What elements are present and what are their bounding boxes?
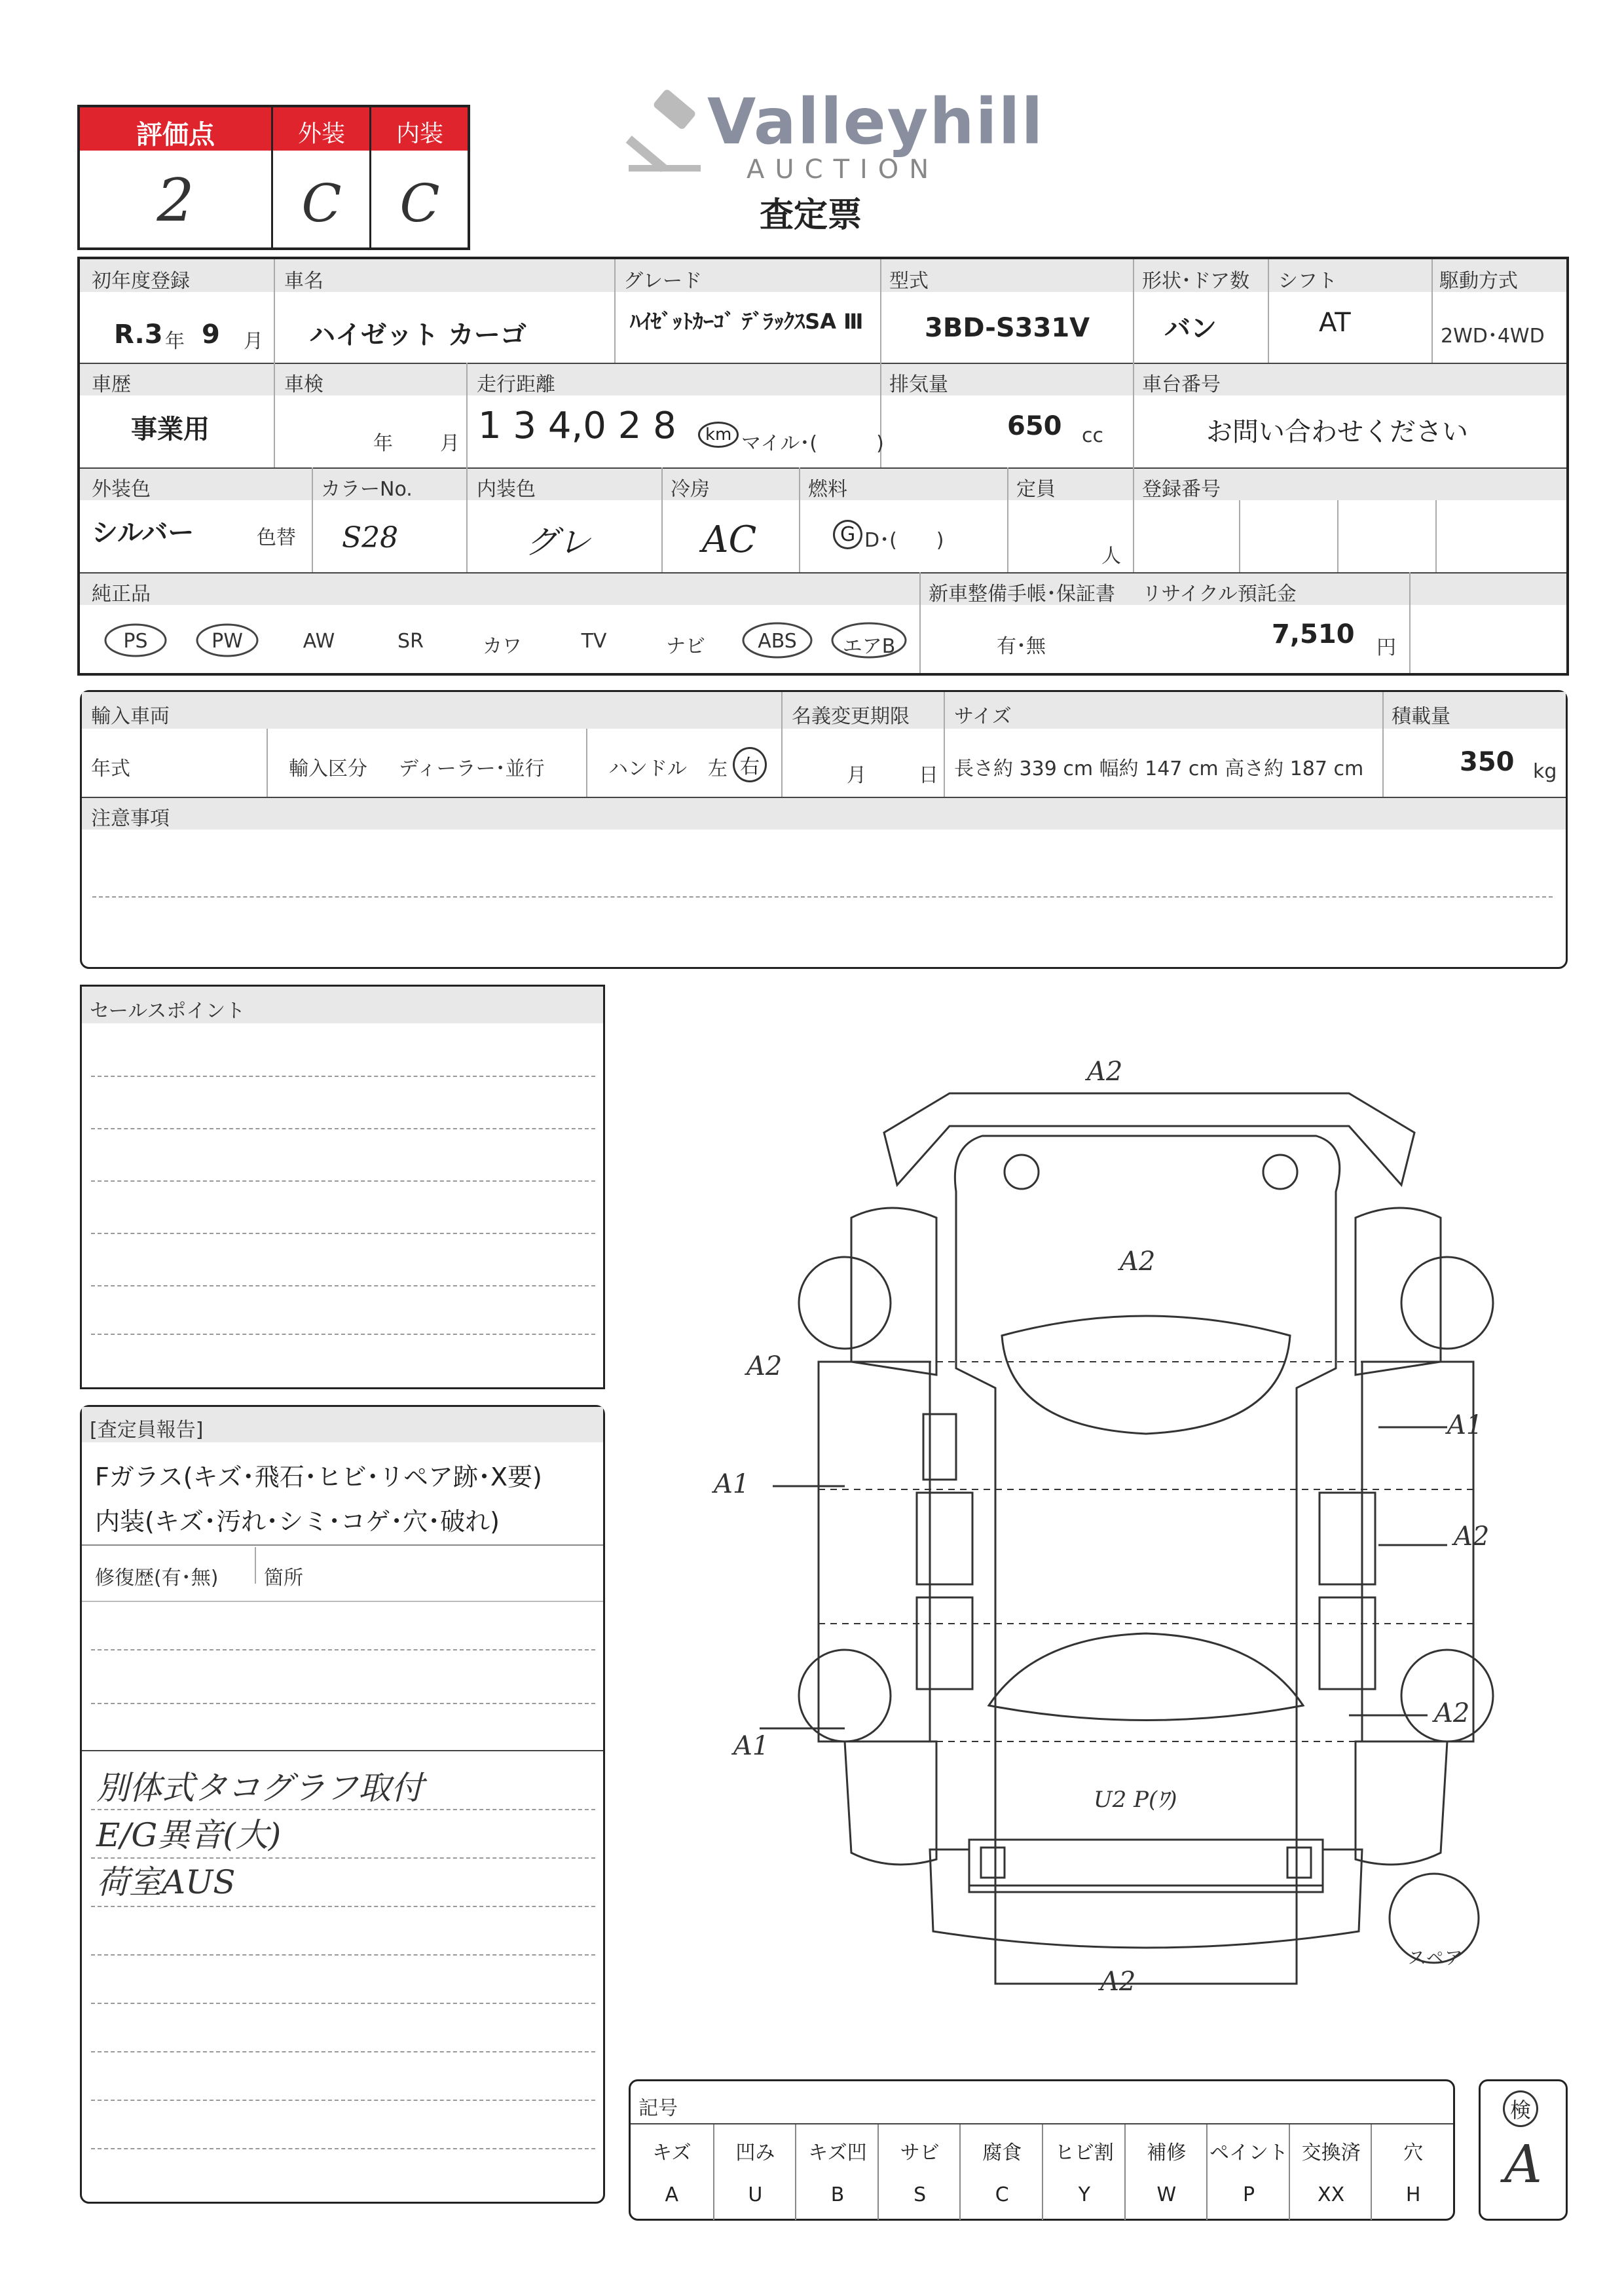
inspector-report: [80, 1405, 605, 2204]
check-label: 検: [1503, 2090, 1538, 2127]
mileage-value: 1 3 4,0 2 8: [478, 405, 676, 447]
km-unit-circled: [698, 422, 739, 448]
sales-title: セールスポイント: [90, 1000, 246, 1023]
rear-bumper: [884, 1093, 1414, 1185]
size-text: 長さ約 339 cm 幅約 147 cm 高さ約 187 cm: [954, 757, 1364, 780]
chassis-label: 車台番号: [1142, 373, 1221, 396]
legend-code: S: [913, 2183, 927, 2206]
int-color-value: グレ: [525, 523, 591, 561]
displacement-unit: cc: [1082, 424, 1103, 447]
legend-name: 腐食: [982, 2141, 1022, 2164]
mark-left-rear: A2: [747, 1351, 783, 1381]
recycle-unit: 円: [1376, 636, 1396, 659]
note-engine-noise: E/G異音(大): [96, 1816, 282, 1854]
circle-airbag: [832, 623, 906, 657]
option-ps: PS: [123, 630, 148, 653]
recycle-value: 7,510: [1272, 619, 1355, 649]
check-label-circled: [1503, 2090, 1538, 2127]
ext-color-value: シルバー: [92, 518, 194, 548]
front-grille: [969, 1840, 1323, 1886]
gavel-icon: [629, 92, 714, 179]
capacity-unit: 人: [1101, 545, 1121, 568]
legend-code: Y: [1078, 2183, 1090, 2206]
notes-label: 注意事項: [91, 807, 170, 830]
inspection-month: 月: [440, 432, 460, 455]
import-title: 輸入車両: [91, 705, 170, 728]
name-change-day: 日: [919, 764, 938, 787]
color-no-label: カラーNo.: [321, 478, 413, 501]
legend-column: [631, 2124, 713, 2220]
interior-line: 内装(キズ･汚れ･シミ･コゲ･穴･破れ): [95, 1507, 500, 1536]
capacity-label: 定員: [1016, 478, 1056, 501]
name-change-label: 名義変更期限: [792, 705, 910, 728]
mark-right-rear: A1: [1447, 1410, 1483, 1440]
left-rear-fender: [851, 1208, 936, 1375]
import-year-label: 年式: [91, 757, 130, 780]
mark-right-front: A2: [1434, 1698, 1470, 1728]
car-diagram: [714, 1021, 1604, 2030]
rear-light-right: [1263, 1155, 1297, 1189]
car-name: ハイゼット カーゴ: [309, 320, 526, 350]
mark-left-door: A1: [714, 1469, 750, 1499]
name-label: 車名: [284, 270, 323, 293]
fuel-gas: G: [833, 520, 862, 549]
shift-label: シフト: [1278, 270, 1337, 293]
mark-rear: A2: [1087, 1057, 1123, 1087]
exterior-value: C: [301, 173, 342, 234]
record-label: 新車整備手帳･保証書: [929, 583, 1115, 606]
load-unit: kg: [1533, 760, 1557, 783]
circle-abs: [743, 623, 811, 657]
check-box: [1479, 2079, 1568, 2221]
displacement-label: 排気量: [889, 373, 948, 396]
windshield: [989, 1633, 1303, 1721]
option-tv: TV: [581, 630, 607, 653]
right-window-front: [1320, 1597, 1375, 1689]
legend-name: 補修: [1147, 2141, 1187, 2164]
legend-code: B: [830, 2183, 845, 2206]
legend-name: キズ: [652, 2141, 692, 2164]
logo-sub: AUCTION: [747, 155, 940, 185]
sales-points: [80, 985, 605, 1389]
note-cargo: 荷室AUS: [96, 1863, 236, 1901]
ac-value: AC: [702, 519, 757, 561]
fuel-gas-circled: [833, 520, 862, 549]
model-label: 型式: [889, 270, 929, 293]
legend-name: 交換済: [1301, 2141, 1361, 2164]
record-value: 有･無: [997, 635, 1046, 658]
history-value: 事業用: [131, 414, 210, 445]
legend-name: キズ凹: [808, 2141, 867, 2164]
option-circles: [80, 613, 918, 672]
rear-light-left: [1005, 1155, 1039, 1189]
legend-code: P: [1242, 2183, 1255, 2206]
check-value: A: [1504, 2134, 1542, 2195]
mark-left-front: A1: [733, 1731, 769, 1761]
score-label: 評価点: [136, 120, 215, 150]
fuel-label: 燃料: [808, 478, 847, 501]
option-pw: PW: [212, 630, 243, 653]
left-window-front: [917, 1597, 972, 1689]
legend-code: XX: [1318, 2183, 1345, 2206]
int-color-label: 内装色: [477, 478, 536, 501]
right-rear-fender: [1356, 1208, 1441, 1375]
legend-code: U: [748, 2183, 763, 2206]
chassis-value: お問い合わせください: [1206, 417, 1468, 447]
grade-label: グレード: [623, 270, 702, 293]
km-unit: km: [698, 422, 739, 448]
history-label: 車歴: [92, 373, 131, 396]
repair-label: 修復歴(有･無): [95, 1567, 219, 1590]
handle-right: 右: [733, 747, 767, 782]
inspection-year: 年: [373, 432, 393, 455]
repaint-label: 色替: [257, 526, 296, 549]
option-airbag: エアB: [842, 635, 896, 658]
ac-label: 冷房: [671, 478, 710, 501]
option-aw: AW: [303, 630, 335, 653]
legend-column: [1042, 2124, 1126, 2220]
spare-label: スペア: [1408, 1947, 1464, 1969]
legend-name: サビ: [900, 2141, 940, 2164]
name-change-month: 月: [847, 764, 866, 787]
import-block: [80, 690, 1568, 969]
legend-table: [629, 2079, 1455, 2221]
legend-code: H: [1405, 2183, 1421, 2206]
regno-label: 登録番号: [1142, 478, 1221, 501]
circle-ps: [105, 625, 166, 656]
legend-column: [959, 2124, 1043, 2220]
legend-column: [877, 2124, 961, 2220]
right-rear-wheel: [1401, 1257, 1493, 1349]
grade-value: ﾊｲｾﾞｯﾄｶｰｺﾞ ﾃﾞﾗｯｸｽSA Ⅲ: [630, 309, 864, 334]
handle-left: 左: [708, 757, 728, 780]
mark-hood: U2 P(ﾜ): [1094, 1787, 1177, 1813]
fuel-rest: D･( ): [864, 529, 944, 552]
drive-value: 2WD･4WD: [1441, 325, 1545, 348]
legend-column: [713, 2124, 797, 2220]
legend-code: A: [665, 2183, 679, 2206]
logo-brand: Valleyhill: [707, 85, 1044, 158]
first-reg-era: R.3: [114, 319, 163, 350]
first-reg-month-unit: 月: [244, 330, 263, 353]
circle-pw: [197, 625, 257, 656]
inspection-label: 車検: [284, 373, 323, 396]
genuine-label: 純正品: [92, 583, 151, 606]
note-tachograph: 別体式タコグラフ取付: [96, 1769, 424, 1807]
import-kind: ディーラー･並行: [399, 757, 545, 780]
legend-name: ペイント: [1209, 2141, 1288, 2164]
glass-line: Fガラス(キズ･飛石･ヒビ･リペア跡･X要): [95, 1463, 542, 1491]
option-abs: ABS: [758, 630, 797, 653]
inspector-title: [査定員報告]: [90, 1419, 204, 1442]
mile-unit: マイル･( ): [741, 432, 884, 455]
displacement-value: 650: [1007, 411, 1062, 441]
vehicle-info-table: [77, 257, 1569, 676]
legend-column: [1124, 2124, 1208, 2220]
legend-column: [1289, 2124, 1373, 2220]
score-value: 2: [157, 166, 194, 235]
exterior-label: 外装: [297, 120, 345, 147]
shift-value: AT: [1319, 308, 1351, 338]
first-reg-year-unit: 年: [165, 330, 185, 353]
drive-label: 駆動方式: [1439, 270, 1518, 293]
option-leather: カワ: [483, 635, 522, 658]
size-label: サイズ: [954, 705, 1012, 728]
import-kind-label: 輸入区分: [289, 757, 367, 780]
color-no-value: S28: [342, 521, 399, 555]
legend-name: ヒビ割: [1054, 2141, 1114, 2164]
legend-code: C: [995, 2183, 1009, 2206]
interior-label: 内装: [396, 120, 443, 147]
left-rear-wheel: [799, 1257, 891, 1349]
legend-column: [1206, 2124, 1290, 2220]
mileage-label: 走行距離: [477, 373, 555, 396]
load-label: 積載量: [1392, 705, 1450, 728]
mark-roof: A2: [1120, 1247, 1156, 1277]
option-sr: SR: [397, 630, 424, 653]
legend-name: 凹み: [735, 2141, 775, 2164]
left-door-window: [917, 1493, 972, 1584]
legend-column: [795, 2124, 879, 2220]
handle-right-circled: [733, 747, 767, 782]
legend-title: 記号: [638, 2097, 678, 2120]
right-door-window: [1320, 1493, 1375, 1584]
shape-value: バン: [1164, 314, 1217, 344]
option-navi: ナビ: [666, 635, 705, 658]
legend-column: [1371, 2124, 1454, 2220]
load-value: 350: [1460, 747, 1515, 777]
left-window-rear: [923, 1414, 956, 1480]
legend-code: W: [1156, 2183, 1177, 2206]
legend-name: 穴: [1403, 2141, 1424, 2164]
interior-value: C: [399, 173, 440, 234]
mark-front: A2: [1100, 1967, 1136, 1997]
shape-label: 形状･ドア数: [1142, 270, 1250, 293]
score-box: [77, 105, 470, 250]
form-title: 査定票: [760, 196, 862, 235]
handle-label: ハンドル: [608, 757, 687, 780]
location-label: 箇所: [264, 1567, 303, 1590]
first-reg-month: 9: [202, 319, 220, 350]
left-front-fender: [845, 1741, 936, 1865]
first-reg-label: 初年度登録: [92, 270, 190, 293]
headlight-left: [981, 1848, 1005, 1878]
rear-window: [1002, 1316, 1290, 1434]
mark-right-door: A2: [1454, 1522, 1490, 1552]
headlight-right: [1287, 1848, 1311, 1878]
model-value: 3BD-S331V: [925, 313, 1090, 343]
right-front-fender: [1356, 1741, 1447, 1865]
ext-color-label: 外装色: [92, 478, 151, 501]
recycle-label: リサイクル預託金: [1142, 583, 1297, 606]
left-side: [819, 1362, 930, 1741]
